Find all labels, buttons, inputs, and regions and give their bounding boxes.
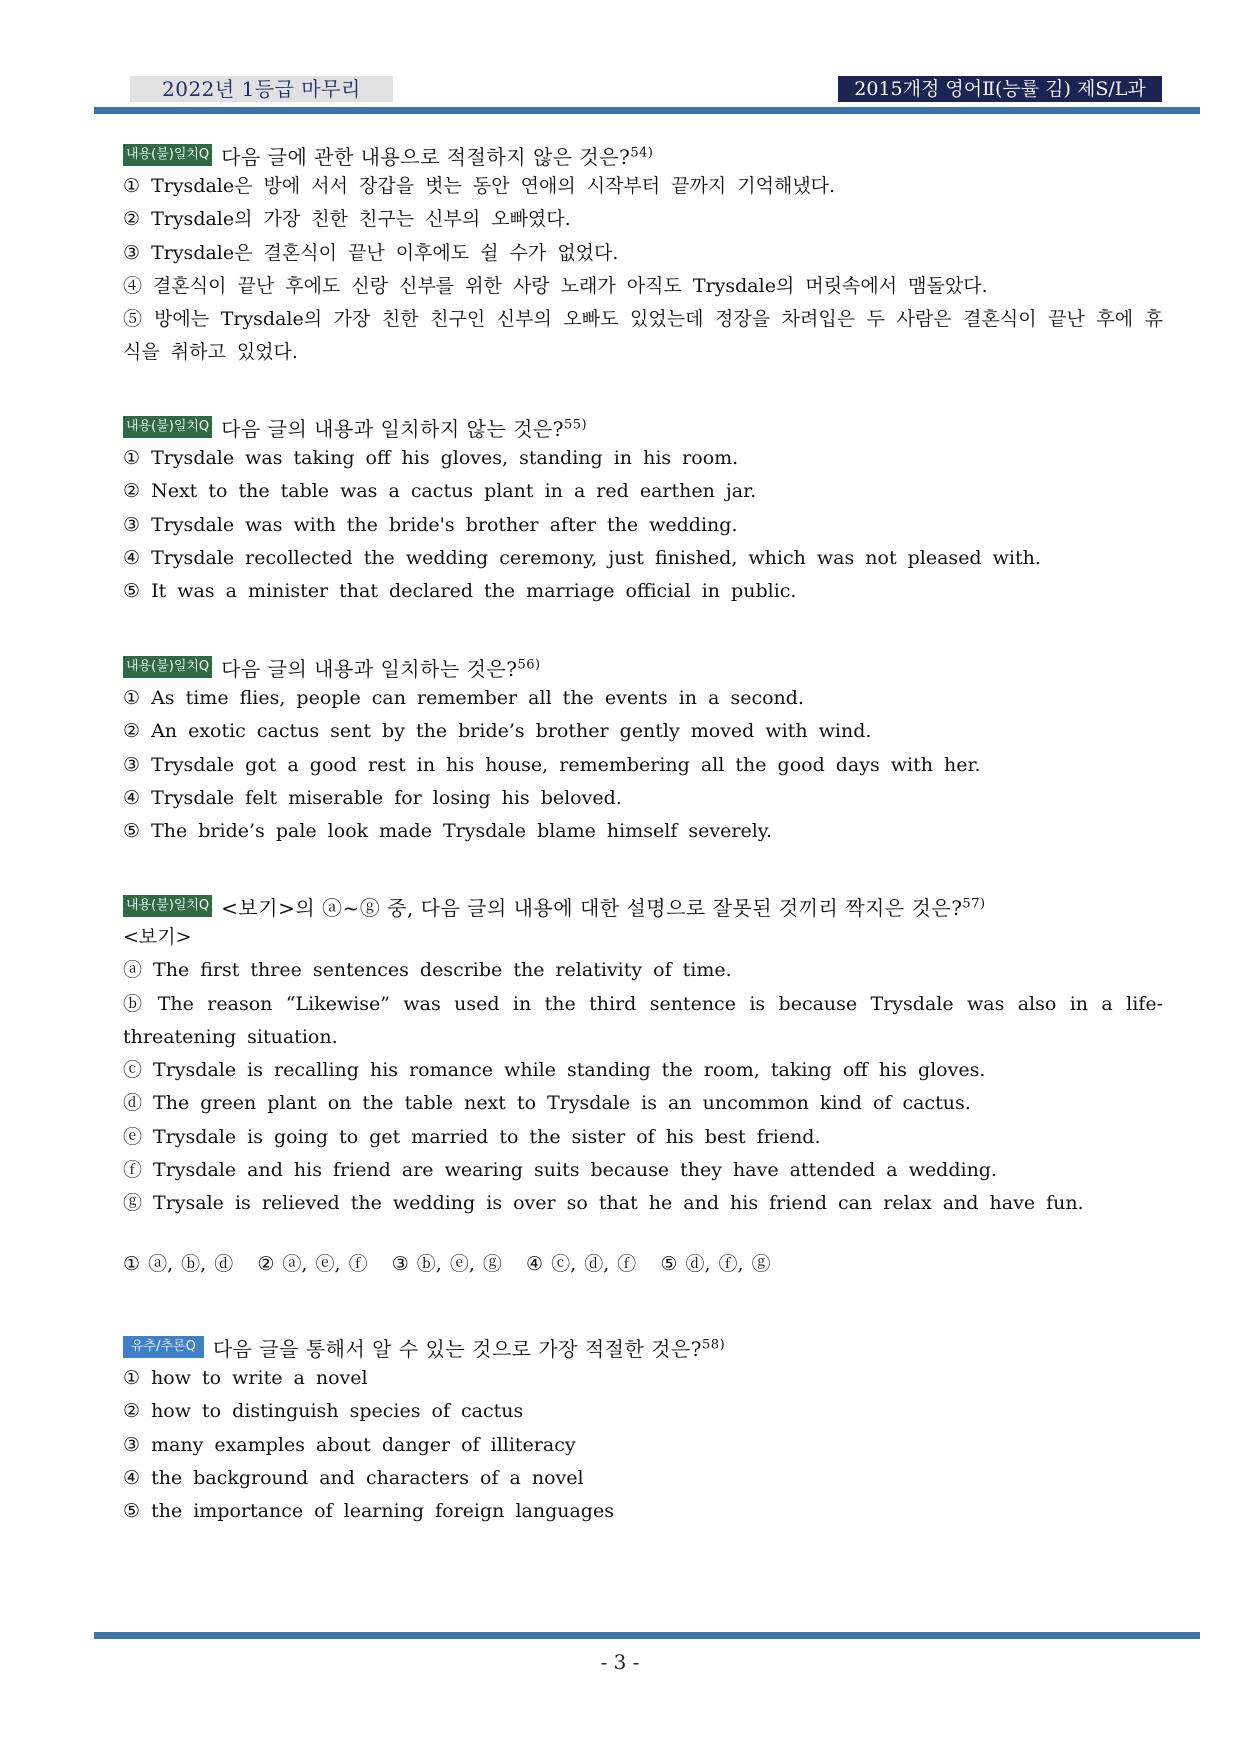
footnote-marker: 56) xyxy=(517,656,541,672)
option-3: ③ Trysdale got a good rest in his house, remembering all the good days with her. xyxy=(123,753,981,776)
question-header xyxy=(123,1332,1163,1362)
question-header xyxy=(123,140,1163,170)
question-type-tag: 내용(불)일치Q xyxy=(123,416,212,438)
question-prompt: 다음 글을 통해서 알 수 있는 것으로 가장 적절한 것은?$^{58)}$ xyxy=(212,1336,726,1361)
option-4: ④ the background and characters of a novel xyxy=(123,1466,584,1489)
answer-choices: ① ⓐ, ⓑ, ⓓ ② ⓐ, ⓔ, ⓕ ③ ⓑ, ⓔ, ⓖ ④ ⓒ, ⓓ, ⓕ ⑤ ⓓ, ⓕ, ⓖ xyxy=(123,1252,771,1275)
question-56 xyxy=(123,652,1163,848)
page-number: - 3 - xyxy=(600,1650,640,1674)
option-1: ① how to write a novel xyxy=(123,1367,368,1389)
statement-f: ⓕ Trysdale and his friend are wearing suits because they have attended a wedding. xyxy=(123,1159,998,1182)
statement-e: ⓔ Trysdale is going to get married to the sister of his best friend. xyxy=(123,1125,821,1148)
statement-a: ⓐ The first three sentences describe the relativity of time. xyxy=(123,959,732,982)
footnote-marker: 58) xyxy=(702,1336,726,1352)
option-2: ② Trysdale의 가장 친한 친구는 신부의 오빠였다. xyxy=(123,208,571,231)
footnote-marker: 57) xyxy=(962,895,986,911)
box-label: <보기> xyxy=(123,926,192,948)
footnote-marker: 55) xyxy=(563,416,588,432)
option-5: ⑤ It was a minister that declared the marriage official in public. xyxy=(123,580,797,603)
question-58 xyxy=(123,1332,1163,1528)
option-5: ⑤ the importance of learning foreign languages xyxy=(123,1500,614,1523)
option-4: ④ Trysdale felt miserable for losing his beloved. xyxy=(123,786,622,809)
option-3: ③ Trysdale was with the bride's brother after the wedding. xyxy=(123,513,738,536)
question-header xyxy=(123,891,1163,921)
option-3: ③ many examples about danger of illiteracy xyxy=(123,1433,576,1456)
option-2: ② An exotic cactus sent by the bride’s brother gently moved with wind. xyxy=(123,720,872,743)
option-4: ④ 결혼식이 끝난 후에도 신랑 신부를 위한 사랑 노래가 아직도 Trysdale의 머릿속에서 맴돌았다. xyxy=(123,274,988,297)
question-header xyxy=(123,412,1163,442)
option-1: ① As time flies, people can remember all the events in a second. xyxy=(123,687,804,709)
question-type-tag: 유추/추론Q xyxy=(123,1336,204,1358)
footnote-marker: 54) xyxy=(630,144,654,160)
statement-b: ⓑ The reason “Likewise” was used in the third sentence is because Trysdale was also in a life-threatening situation. xyxy=(123,992,1163,1048)
option-2: ② Next to the table was a cactus plant in a red earthen jar. xyxy=(123,480,757,503)
option-5: ⑤ The bride’s pale look made Trysdale blame himself severely. xyxy=(123,820,773,843)
question-type-tag: 내용(불)일치Q xyxy=(123,656,212,678)
question-prompt: 다음 글의 내용과 일치하는 것은?$^{56)}$ xyxy=(221,656,541,681)
header-rule xyxy=(94,107,1200,114)
option-5: ⑤ 방에는 Trysdale의 가장 친한 친구인 신부의 오빠도 있었는데 정장을 차려입은 두 사람은 결혼식이 끝난 후에 휴식을 취하고 있었다. xyxy=(123,308,1163,364)
question-54 xyxy=(123,140,1163,370)
statement-d: ⓓ The green plant on the table next to Trysdale is an uncommon kind of cactus. xyxy=(123,1092,971,1115)
question-header xyxy=(123,652,1163,682)
question-type-tag: 내용(불)일치Q xyxy=(123,895,212,917)
question-prompt: 다음 글에 관한 내용으로 적절하지 않은 것은?$^{54)}$ xyxy=(221,144,654,169)
option-1: ① Trysdale은 방에 서서 장갑을 벗는 동안 연애의 시작부터 끝까지 기억해냈다. xyxy=(123,175,836,197)
question-type-tag: 내용(불)일치Q xyxy=(123,144,212,166)
statement-c: ⓒ Trysdale is recalling his romance while standing the room, taking off his gloves. xyxy=(123,1059,986,1082)
option-2: ② how to distinguish species of cactus xyxy=(123,1400,524,1423)
option-3: ③ Trysdale은 결혼식이 끝난 이후에도 쉴 수가 없었다. xyxy=(123,241,619,264)
option-4: ④ Trysdale recollected the wedding ceremony, just finished, which was not pleased with. xyxy=(123,546,1041,569)
header-right-title: 2015개정 영어Ⅱ(능률 김) 제S/L과 xyxy=(838,76,1162,102)
question-57 xyxy=(123,891,1163,1281)
footer-rule xyxy=(94,1632,1200,1639)
question-55 xyxy=(123,412,1163,608)
question-prompt: <보기>의 ⓐ~ⓖ 중, 다음 글의 내용에 대한 설명으로 잘못된 것끼리 짝지은 것은?$^{57)}$ xyxy=(221,895,986,920)
option-1: ① Trysdale was taking off his gloves, standing in his room. xyxy=(123,447,739,469)
question-prompt: 다음 글의 내용과 일치하지 않는 것은?$^{55)}$ xyxy=(221,416,588,441)
statement-g: ⓖ Trysale is relieved the wedding is over so that he and his friend can relax and have fun. xyxy=(123,1192,1084,1215)
header-left-title: 2022년 1등급 마무리 xyxy=(130,76,393,102)
